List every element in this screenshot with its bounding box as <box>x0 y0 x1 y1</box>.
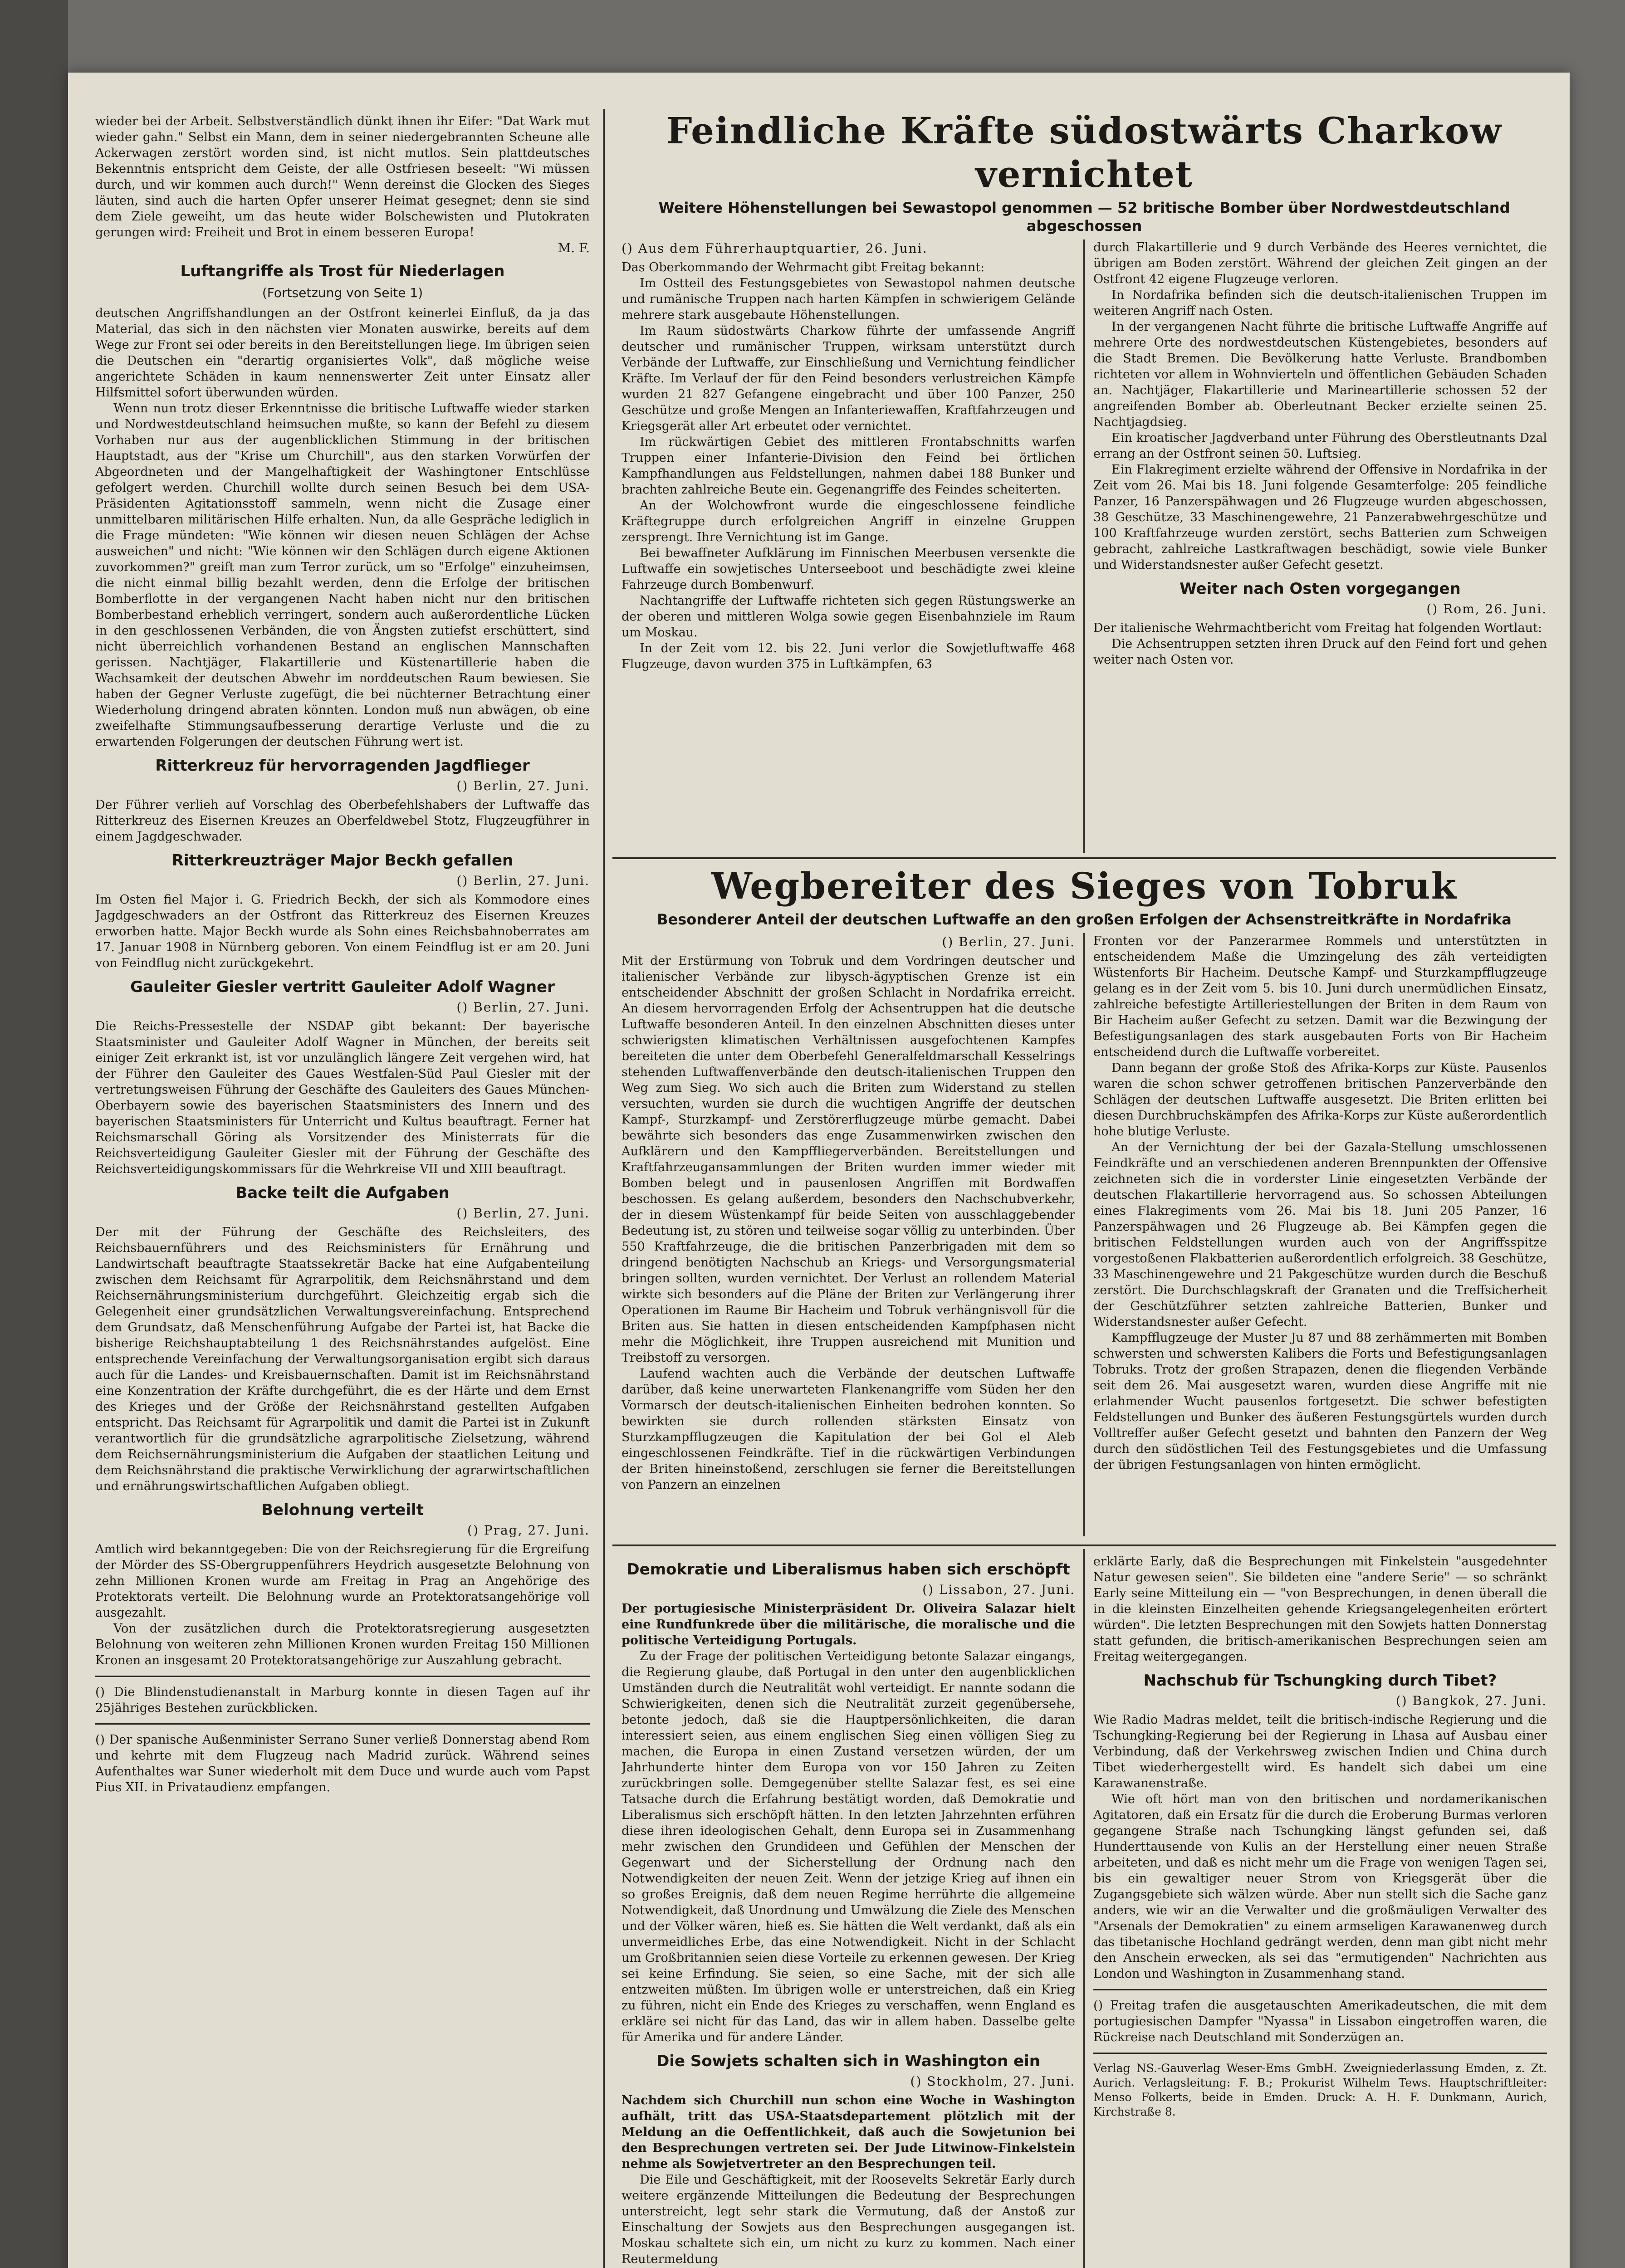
article-paragraph: Der Führer verlieh auf Vorschlag des Oberbefehlshabers der Luftwaffe das Ritterkreuz des Eisernen Kreuzes an Oberfeldwebel Stotz, Flugzeugführer in einem Jagdgeschwader. <box>95 798 590 844</box>
article-paragraph: Im Osten fiel Major i. G. Friedrich Beckh, der sich als Kommodore eines Jagdgeschwaders an der Ostfront das Ritterkreuz des Eisernen Kreuzes erworben hatte. Major Beckh wurde als Sohn eines Reichsbahnoberrates am 17. Januar 1908 in Nürnberg geboren. Von einem Feindflug ist er am 20. Juni von Feindflug nicht zurückgekehrt. <box>95 893 590 970</box>
article-paragraph: Im Raum südostwärts Charkow führte der umfassende Angriff deutscher und rumänischer Truppen, wirksam unterstützt durch Verbände der Luftwaffe, zur Einschließung und Vernichtung feindlicher Kräfte. Im Verlauf der für den Feind besonders verlustreichen Kämpfe wurden 21 827 Gefangene eingebracht und über 100 Panzer, 250 Geschütze und große Mengen an Infanteriewaffen, Kraftfahrzeugen und Kriegsgerät aller Art erbeutet oder vernichtet. <box>622 324 1075 433</box>
article-headline: Ritterkreuz für hervorragenden Jagdflieger <box>155 757 530 775</box>
article-paragraph: Die Eile und Geschäftigkeit, mit der Roosevelts Sekretär Early durch weitere ergänzende Mitteilungen die Bedeutung der Besprechungen unterstreicht, legt sehr stark die Vermutung, daß der Anstoß zur Einschaltung der Sowjets aus den Besprechungen ausgegangen ist. Moskau schaltete sich ein, um nicht zu kurz zu kommen. Nach einer Reutermeldung <box>622 2173 1075 2266</box>
divider <box>95 1676 590 1677</box>
article-paragraph: Wenn nun trotz dieser Erkenntnisse die britische Luftwaffe wieder starken und Nordwestdeutschland heimsuchen mußte, so kann der Befehl zu diesem Vorhaben nur aus der augenblicklichen Stimmung in der britischen Hauptstadt, aus der "Krise um Churchill", aus den starken Vorwürfen der Abgeordneten und der Mangelhaftigkeit der Washingtoner Entschlüsse gefolgert werden. Churchill wollte durch seinen Besuch bei dem USA-Präsidenten Agitationsstoff sammeln, wenn nicht die Zusage einer unmittelbaren militärischen Hilfe erhalten. Nun, da alle Gespräche lediglich in die Frage mündeten: "Wie können wir diesen neuen Schlägen der Achse ausweichen" und nicht: "Wie können wir den Schlägen durch eigene Aktionen zuvorkommen?" greift man zum Terror zurück, um so "Erfolge" einzuheimsen, die nicht einmal billig bezahlt werden, denn die Erfolge der britischen Bomberflotte in der vergangenen Nacht haben nicht nur den britischen Bomberbestand erheblich verringert, sondern auch außerordentliche Lücken in den geschlossenen Verbänden, die von Ängsten zutiefst erschüttert, sind nicht überreichlich vorhandenen Bestand an englischen Mannschaften gerissen. Nachtjäger, Flakartillerie und Küstenartillerie haben die Wachsamkeit der deutschen Abwehr im norddeutschen Raum bewiesen. Sie haben der Gegner Verluste zugefügt, die bei nüchterner Betrachtung einer Wiederholung dringend abraten könnten. London muß nun abwägen, ob eine zweifelhafte Stimmungsaufbesserung derartige Verluste und die zu erwartenden Folgerungen der deutschen Führung wert ist. <box>95 401 590 749</box>
article-headline: Die Sowjets schalten sich in Washington ein <box>656 2052 1040 2070</box>
column-rule <box>1083 933 1085 1536</box>
article-paragraph: Bei bewaffneter Aufklärung im Finnischen Meerbusen versenkte die Luftwaffe ein sowjetisches Unterseeboot und beschädigte zwei kleine Fahrzeuge durch Bombenwurf. <box>622 546 1075 592</box>
article-paragraph: durch Flakartillerie und 9 durch Verbände des Heeres vernichtet, die übrigen am Boden zerstört. Während der gleichen Zeit gingen an der Ostfront 42 eigene Flugzeuge verloren. <box>1093 240 1547 286</box>
lower-col-2 <box>1093 1554 1547 2268</box>
intro-signature: M. F. <box>558 240 590 255</box>
article-paragraph: Ein kroatischer Jagdverband unter Führung des Oberstleutnants Dzal errang an der Ostfront seinen 50. Luftsieg. <box>1093 431 1547 461</box>
main-subheadline: Weitere Höhenstellungen bei Sewastopol genommen — 52 britische Bomber über Nordwestdeutschland abgeschossen <box>658 199 1510 235</box>
article-headline: Belohnung verteilt <box>261 1501 424 1519</box>
article-headline: Gauleiter Giesler vertritt Gauleiter Adolf Wagner <box>130 978 555 996</box>
article-paragraph: An der Wolchowfront wurde die eingeschlossene feindliche Kräftegruppe durch erfolgreichen Angriff in einzelne Gruppen zersprengt. Ihre Vernichtung ist im Gange. <box>622 499 1075 544</box>
dateline: () Berlin, 27. Juni. <box>456 873 590 888</box>
dateline: () Berlin, 27. Juni. <box>942 934 1075 949</box>
article-headline: Backe teilt die Aufgaben <box>235 1184 450 1202</box>
lower-col-1 <box>622 1554 1075 2268</box>
section-rule <box>612 1545 1556 1546</box>
tobruk-col-2 <box>1093 933 1547 1536</box>
dateline: () Aus dem Führerhauptquartier, 26. Juni. <box>622 241 928 256</box>
article-paragraph: Der italienische Wehrmachtbericht vom Freitag hat folgenden Wortlaut: <box>1093 621 1542 635</box>
article-paragraph: deutschen Angriffshandlungen an der Ostfront keinerlei Einfluß, da ja das Material, das sich in den nächsten vier Monaten auswirke, bereits auf dem Wege zur Front sei oder bereits in den Bereitstellungen liege. Im übrigen seien die Deutschen ein "derartig organisiertes Volk", daß mögliche weise angerichtete Schäden in kaum nennenswerter Zeit unter Einsatz aller Hilfsmittel sofort überwunden würden. <box>95 306 590 400</box>
main-headline: Feindliche Kräfte südostwärts Charkow vernichtet <box>666 109 1503 196</box>
article-paragraph: Amtlich wird bekanntgegeben: Die von der Reichsregierung für die Ergreifung der Mörder des SS-Obergruppenführers Heydrich ausgesetzte Belohnung von zehn Millionen Kronen wurde am Freitag in Prag an Angehörige des Protektorats verteilt. Die Belohnung wurde an Protektoratsangehörige voll ausgezahlt. <box>95 1542 590 1620</box>
dateline: () Berlin, 27. Juni. <box>456 778 590 793</box>
top-story-col-1 <box>622 240 1075 853</box>
dateline: () Berlin, 27. Juni. <box>456 1206 590 1221</box>
dateline: () Stockholm, 27. Juni. <box>910 2074 1075 2089</box>
article-paragraph: Wie oft hört man von den britischen und nordamerikanischen Agitatoren, daß ein Ersatz für die durch die Eroberung Burmas verloren gegangene Straße nach Tschungking längst gefunden sei, daß Hunderttausende von Kulis an der Herstellung einer neuen Straße arbeiteten, und daß es nicht mehr um die Frage von wenigen Tagen sei, bis ein gewaltiger neuer Strom von Kriegsgerät über die Zugangsgebiete sich wälzen würde. Aber nun stellt sich die Sache ganz anders, wie wir an die Verwalter und die großmäuligen Verwalter des "Arsenals der Demokratien" zu einem armseligen Karawanenweg durch das tibetanische Hochland gedrängt werden, denn man gibt nicht mehr den Anschein erwecken, als sei das "ermutigenden" Nachrichten aus London und Washington in Zusammenhang stand. <box>1093 1792 1547 1981</box>
tobruk-story <box>622 864 1547 1540</box>
top-story-col-2 <box>1093 240 1547 853</box>
article-subhead: (Fortsetzung von Seite 1) <box>262 285 423 300</box>
column-rule <box>603 109 605 2268</box>
article-headline: Demokratie und Liberalismus haben sich erschöpft <box>627 1560 1070 1579</box>
article-paragraph: Laufend wachten auch die Verbände der deutschen Luftwaffe darüber, daß keine unerwarteten Flankenangriffe vom Süden her den Vormarsch der deutsch-italienischen Einheiten bedrohen konnten. So bewirkten sie durch rollenden stärksten Einsatz von Sturzkampfflugzeugen die Kapitulation der bei Gol el Aleb eingeschlossenen Feindkräfte. Tief in die rückwärtigen Verbindungen der Briten hineinstoßend, zerschlugen sie ferner die Bereitstellungen von Panzern an einzelnen <box>622 1367 1075 1492</box>
column-rule <box>1083 1549 1085 2268</box>
news-item: () Die Blindenstudienanstalt in Marburg konnte in diesen Tagen auf ihr 25jähriges Bestehen zurückblicken. <box>95 1685 590 1715</box>
article-paragraph: Mit der Erstürmung von Tobruk und dem Vordringen deutscher und italienischer Verbände zur libysch-ägyptischen Grenze ist ein entscheidender Abschnitt der großen Schlacht in Nordafrika erreicht. An diesem hervorragenden Erfolg der Achsentruppen hat die deutsche Luftwaffe besonderen Anteil. In den einzelnen Abschnitten dieses unter schwierigsten klimatischen Verhältnissen ausgefochtenen Kampfes bereiteten die unter dem Oberbefehl Generalfeldmarschall Kesselrings stehenden Luftwaffenverbände den deutsch-italienischen Truppen den Weg zum Sieg. Wo sich auch die Briten zum Widerstand zu stellen versuchten, wurden sie durch die wuchtigen Angriffe der deutschen Kampf-, Sturzkampf- und Zerstörerflugzeuge mürbe gemacht. Dabei bewährte sich besonders das enge Zusammenwirken zwischen den Aufklärern und den Kampffliegerverbänden. Bereitstellungen und Kraftfahrzeugansammlungen der Briten wurden immer wieder mit Bomben belegt und in pausenlosen Angriffen mit Bordwaffen beschossen. Es gelang außerdem, besonders den Nachschubverkehr, der in diesem Wüstenkampf für beide Seiten von ausschlaggebender Bedeutung ist, zu stören und teilweise sogar völlig zu unterbinden. Über 550 Kraftfahrzeuge, die die britischen Panzerbrigaden mit dem so dringend benötigten Nachschub an Kriegs- und Versorgungsmaterial bringen sollten, wurden vernichtet. Der Verlust an rollendem Material wirkte sich besonders auf die Pläne der Briten zur Verlängerung ihrer Operationen im Raume Bir Hacheim und Tobruk verhängnisvoll für die Briten aus. Sie hatten in diesen entscheidenden Kampfphasen nicht mehr die Möglichkeit, ihre Truppen ausreichend mit Munition und Treibstoff zu versorgen. <box>622 954 1075 1365</box>
article-paragraph: An der Vernichtung der bei der Gazala-Stellung umschlossenen Feindkräfte und an verschiedenen anderen Brennpunkten der Offensive zeichneten sich die in vorderster Linie eingesetzten Verbände der deutschen Flakartillerie hervorragend aus. So schossen Abteilungen eines Flakregiments vom 26. Mai bis 18. Juni 205 Panzer, 16 Panzerspähwagen und 26 Flugzeuge ab. Bei Kämpfen gegen die britischen Feldstellungen wurden auch von der Angriffsspitze vorgestoßenen Flakbatterien außerordentlich erfolgreich. 38 Geschütze, 33 Maschinengewehre und 21 Pakgeschütze wurden durch die Beschuß zerstört. Die Durchschlagskraft der Granaten und die Treffsicherheit der Geschützführer setzten zahlreiche Batterien, Bunker und Widerstandsnester außer Gefecht. <box>1093 1140 1547 1329</box>
tobruk-col-1 <box>622 933 1075 1536</box>
newspaper-page <box>68 73 1570 2268</box>
article-paragraph: Die Achsentruppen setzten ihren Druck auf den Feind fort und gehen weiter nach Osten vor. <box>1093 637 1547 667</box>
divider <box>1093 1989 1547 1990</box>
article-lead: Der portugiesische Ministerpräsident Dr. Oliveira Salazar hielt eine Rundfunkrede über die militärische, die moralische und die politische Verteidigung Portugals. <box>622 1602 1075 1647</box>
article-lead: Nachdem sich Churchill nun schon eine Woche in Washington aufhält, tritt das USA-Staatsdepartement plötzlich mit der Meldung an die Oeffentlichkeit, daß auch die Sowjetunion bei den Besprechungen vertreten sei. Der Jude Litwinow-Finkelstein nehme als Sowjetvertreter an den Besprechungen teil. <box>622 2093 1075 2171</box>
intro-text: wieder bei der Arbeit. Selbstverständlich dünkt ihnen ihr Eifer: "Dat Wark mut wieder gahn." Selbst ein Mann, dem in seiner niedergebrannten Scheune alle Ackerwagen zerstört worden sind, ist nicht mutlos. Sein plattdeutsches Bekenntnis entspricht dem Geiste, der alle Ostfriesen beseelt: "Wi müssen durch, und wir kommen auch durch!" Wenn dereinst die Glocken des Sieges läuten, sind auch die harten Opfer unserer Heimat gesegnet; denn sie sind dem Ziele geweiht, um das heute wider Bolschewisten und Plutokraten gerungen wird: Freiheit und Brot in einem besseren Europa! <box>95 114 590 240</box>
article-headline: Weiter nach Osten vorgegangen <box>1180 580 1461 598</box>
dateline: () Lissabon, 27. Juni. <box>922 1582 1075 1597</box>
article-headline: Nachschub für Tschungking durch Tibet? <box>1143 1672 1497 1690</box>
section-rule <box>612 857 1556 859</box>
dateline: () Berlin, 27. Juni. <box>456 1000 590 1015</box>
tobruk-headline: Wegbereiter des Sieges von Tobruk <box>711 865 1458 907</box>
divider <box>1093 2053 1547 2054</box>
article-paragraph: Die Reichs-Pressestelle der NSDAP gibt bekannt: Der bayerische Staatsminister und Gauleiter Adolf Wagner in München, der bereits seit einiger Zeit erkrankt ist, ist vor unzulänglich längere Zeit vergehen wird, hat der Führer den Gauleiter des Gaues Westfalen-Süd Paul Giesler mit der vertretungsweisen Führung der Geschäfte des Gauleiters des Gaues München-Oberbayern sowie des bayerischen Staatsministers des Innern und des bayerischen Staatsministers für Unterricht und Kultus beauftragt. Ferner hat Reichsmarschall Göring als Vorsitzender des Ministerrats für die Reichsverteidigung Gauleiter Giesler mit der Führung der Geschäfte des Reichsverteidigungskommissars für die Wehrkreise VII und XIII beauftragt. <box>95 1019 590 1176</box>
dateline: () Rom, 26. Juni. <box>1426 601 1547 616</box>
top-story <box>622 109 1547 853</box>
publisher-imprint: Verlag NS.-Gauverlag Weser-Ems GmbH. Zweigniederlassung Emden, z. Zt. Aurich. Verlagsleitung: F. B.; Prokurist Wilhelm Tews. Hauptschriftleiter: Menso Folkerts, beide in Emden. Druck: A. H. F. Dunkmann, Aurich, Kirchstraße 8. <box>1093 2062 1547 2118</box>
article-paragraph: In der Zeit vom 12. bis 22. Juni verlor die Sowjetluftwaffe 468 Flugzeuge, davon wurden 375 in Luftkämpfen, 63 <box>622 641 1075 671</box>
article-paragraph: In Nordafrika befinden sich die deutsch-italienischen Truppen im weiteren Angriff nach Osten. <box>1093 288 1547 318</box>
article-headline: Ritterkreuzträger Major Beckh gefallen <box>171 851 514 870</box>
article-paragraph: Fronten vor der Panzerarmee Rommels und unterstützten in entscheidendem Maße die Umzingelung des zäh verteidigten Wüstenforts Bir Hacheim. Deutsche Kampf- und Sturzkampfflugzeuge gelang es in der Zeit vom 5. bis 10. Juni durch unermüdlichen Einsatz, zahlreiche befestigte Artilleriestellungen der Briten in dem Raum von Bir Hacheim außer Gefecht zu setzen. Damit war die Bezwingung der Befestigungsanlagen des stark ausgebauten Forts von Bir Hacheim entscheidend durch die Luftwaffe vorbereitet. <box>1093 934 1547 1059</box>
article-paragraph: Dann begann der große Stoß des Afrika-Korps zur Küste. Pausenlos waren die schon schwer getroffenen britischen Panzerverbände den Schlägen der deutschen Luftwaffe ausgesetzt. Die Briten erlitten bei diesen Durchbruchskämpfen des Afrika-Korps zur Küste außerordentlich hohe blutige Verluste. <box>1093 1061 1547 1139</box>
article-paragraph: Kampfflugzeuge der Muster Ju 87 und 88 zerhämmerten mit Bomben schwersten und schwersten Kalibers die Forts und Befestigungsanlagen Tobruks. Trotz der großen Strapazen, denen die fliegenden Verbände seit dem 26. Mai ausgesetzt waren, wurden diese Angriffe mit nie erlahmender Wucht pausenlos fortgesetzt. Die schwer befestigten Feldstellungen und Bunker des äußeren Festungsgürtels wurden durch Volltreffer außer Gefecht gesetzt und bahnten den Panzern der Weg durch den südöstlichen Teil des Festungsgebietes und die Umfassung der übrigen Festungsanlagen von hinten ermöglicht. <box>1093 1331 1547 1472</box>
article-paragraph: Wie Radio Madras meldet, teilt die britisch-indische Regierung und die Tschungking-Regierung bei der Regierung in Lhasa auf Ausbau einer Verbindung, daß der Verkehrsweg zwischen Indien und China durch Tibet wiederhergestellt wird. Es handelt sich dabei um eine Karawanenstraße. <box>1093 1713 1547 1790</box>
article-paragraph: Im rückwärtigen Gebiet des mittleren Frontabschnitts warfen Truppen einer Infanterie-Division den Feind bei örtlichen Kampfhandlungen aus Feldstellungen, nahmen dabei 188 Bunker und brachten zahlreiche Beute ein. Gegenangriffe des Feindes scheiterten. <box>622 435 1075 497</box>
article-paragraph: Der mit der Führung der Geschäfte des Reichsleiters, des Reichsbauernführers und des Reichsministers für Ernährung und Landwirtschaft beauftragte Staatssekretär Backe hat eine Aufgabenteilung zwischen dem Reichsamt für Agrarpolitik, dem Reichsnährstand und dem Reichsernährungsministerium durchgeführt. Gleichzeitig ergab sich die Gelegenheit einer grundsätzlichen Verwaltungsvereinfachung. Entsprechend dem Grundsatz, daß Menschenführung Aufgabe der Partei ist, hat Backe die bisherige Reichshauptabteilung 1 des Reichsnährstandes aufgelöst. Eine entsprechende Vereinfachung der Verwaltungsorganisation ergibt sich daraus auch für die Landes- und Kreisbauernschaften. Damit ist im Reichsnährstand eine Konzentration der Kräfte durchgeführt, die es der Härte und dem Ernst des Krieges und der Größe der Reichsnährstand gestellten Aufgaben entspricht. Das Reichsamt für Agrarpolitik und damit die Partei ist in Zukunft verantwortlich für die grundsätzliche agrarpolitische Zielsetzung, während dem Reichsernährungsministerium die Aufgaben der staatlichen Leitung und dem Reichsnährstand die praktische Verwirklichung der agrarwirtschaftlichen und ernährungswirtschaftlichen Aufgaben obliegt. <box>95 1225 590 1493</box>
article-paragraph: erklärte Early, daß die Besprechungen mit Finkelstein "ausgedehnter Natur gewesen seien". Sie bildeten eine "andere Serie" — so schränkt Early seine Mitteilung ein — "von Besprechungen, in denen überall die in die kleinsten Einzelheiten gehende Kriegsangelegenheiten erörtert würden". Die letzten Besprechungen mit den Sowjets hatten Donnerstag statt gefunden, die britisch-amerikanischen Besprechungen seien am Freitag weitergegangen. <box>1093 1554 1547 1664</box>
article-headline: Luftangriffe als Trost für Niederlagen <box>180 262 505 280</box>
article-paragraph: Ein Flakregiment erzielte während der Offensive in Nordafrika in der Zeit vom 26. Mai bis 18. Juni folgende Gesamterfolge: 205 feindliche Panzer, 16 Panzerspähwagen und 26 Flugzeuge wurden abgeschossen, 38 Geschütze, 33 Maschinengewehre, 21 Panzerabwehrgeschütze und 100 Kraftfahrzeuge wurden zerstört, sechs Batterien zum Schweigen gebracht, zahlreiche Lastkraftwagen beschädigt, sowie viele Bunker und Widerstandsnester außer Gefecht gesetzt. <box>1093 463 1547 572</box>
tobruk-subheadline: Besonderer Anteil der deutschen Luftwaffe an den großen Erfolgen der Achsenstreitkräfte in Nordafrika <box>657 911 1512 928</box>
dateline: () Prag, 27. Juni. <box>467 1523 590 1538</box>
article-paragraph: Im Ostteil des Festungsgebietes von Sewastopol nahmen deutsche und rumänische Truppen nach harten Kämpfen in schwierigem Gelände mehrere stark ausgebaute Höhenstellungen. <box>622 276 1075 322</box>
binding-spine <box>0 0 68 2268</box>
article-paragraph: Zu der Frage der politischen Verteidigung betonte Salazar eingangs, die Regierung glaube, daß Portugal in den unter den augenblicklichen Umständen durch die Neutralität wohl verteidigt. Er nannte sodann die Schwierigkeiten, denen sich die Neutralität zurzeit gegenübersehe, betonte jedoch, daß sie die Hauptpersönlichkeiten, die daran interessiert seien, aus einem englischen Sieg einen völligen Sieg zu machen, die Europa in einen Zustand versetzen würden, der um Jahrhunderte hinter dem Europa von vor 150 Jahren zu Zeiten zurückbringen solle. Demgegenüber stellte Salazar fest, es sei eine Tatsache durch die Erfahrung bestätigt worden, daß Demokratie und Liberalismus sich erschöpft hätten. In den letzten Jahrzehnten erführen diese ihren ideologischen Gehalt, denn Europa sei in Zusammenhang mehr zwischen den Grundideen und Gefühlen der Menschen der Gegenwart und der Sicherstellung der Ordnung nach den Notwendigkeiten der neuen Zeit. Wenn der jetzige Krieg auf ihnen ein so großes Ereignis, daß dem neuen Regime herrührte die allgemeine Notwendigkeit, daß Unordnung und Umwälzung die Ziele des Menschen und der Völker wären, hieß es. Sie hätten die Welt verdankt, daß als ein unvermeidliches Erbe, das eine Notwendigkeit. Nicht in der Schlacht um Großbritannien seien diese Vorteile zu erkennen gewesen. Der Krieg sei keine Erfindung. Sie seien, so eine Sache, mit der sich alle entzweiten müßten. Im übrigen wolle er unterstreichen, daß ein Krieg zu führen, nicht ein Ende des Krieges zu verschaffen, wenn England es erkläre sei nicht für das Land, das wir in allem haben. Dasselbe gelte für Amerika und für andere Länder. <box>622 1649 1075 2044</box>
dateline: () Bangkok, 27. Juni. <box>1395 1693 1547 1708</box>
article-paragraph: In der vergangenen Nacht führte die britische Luftwaffe Angriffe auf mehrere Orte des nordwestdeutschen Küstengebietes, besonders auf die Stadt Bremen. Die Bevölkerung hatte Verluste. Brandbomben richteten vor allem in Wohnvierteln und öffentlichen Gebäuden Schaden an. Nachtjäger, Flakartillerie und Marineartillerie schossen 52 der angreifenden Bomber ab. Oberleutnant Becker erzielte seinen 25. Nachtjagdsieg. <box>1093 320 1547 429</box>
article-paragraph: Nachtangriffe der Luftwaffe richteten sich gegen Rüstungswerke an der oberen und mittleren Wolga sowie gegen Eisenbahnziele im Raum um Moskau. <box>622 594 1075 640</box>
article-paragraph: Das Oberkommando der Wehrmacht gibt Freitag bekannt: <box>622 260 985 274</box>
news-item: () Der spanische Außenminister Serrano Suner verließ Donnerstag abend Rom und kehrte mit dem Flugzeug nach Madrid zurück. Während seines Aufenthaltes war Suner wiederholt mit dem Duce und wurde auch vom Papst Pius XII. in Privataudienz empfangen. <box>95 1733 590 1794</box>
left-column <box>95 113 590 2268</box>
news-item: () Freitag trafen die ausgetauschten Amerikadeutschen, die mit dem portugiesischen Dampfer "Nyassa" in Lissabon eingetroffen waren, die Rückreise nach Deutschland mit Sonderzügen an. <box>1093 1999 1547 2044</box>
divider <box>95 1723 590 1725</box>
article-paragraph: Von der zusätzlichen durch die Protektoratsregierung ausgesetzten Belohnung von weiteren zehn Millionen Kronen wurden Freitag 150 Millionen Kronen an insgesamt 20 Protektoratsangehörige zur Auszahlung gebracht. <box>95 1622 590 1667</box>
column-rule <box>1083 240 1085 853</box>
